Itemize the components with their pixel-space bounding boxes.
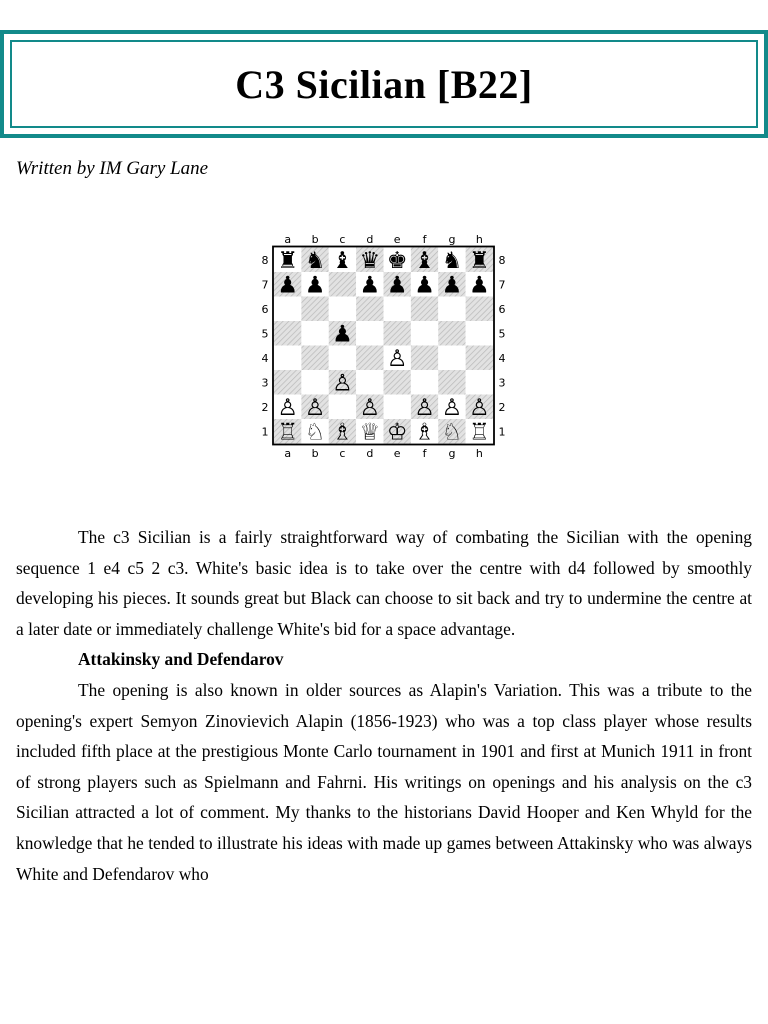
- file-label-bottom: e: [393, 447, 401, 460]
- white-pawn-icon: ♙: [441, 394, 463, 421]
- square-c4: [329, 346, 356, 371]
- square-f4: [411, 346, 438, 371]
- file-label-top: e: [393, 233, 401, 246]
- white-rook-icon: ♖: [277, 419, 298, 446]
- square-f3: [411, 370, 438, 395]
- white-pawn-icon: ♙: [359, 394, 381, 421]
- chess-diagram: [240, 228, 530, 468]
- black-knight-icon: ♞: [441, 247, 463, 274]
- square-e6: [384, 297, 411, 322]
- square-c7: [329, 272, 356, 297]
- white-bishop-icon: ♗: [414, 419, 435, 446]
- file-label-bottom: b: [311, 447, 319, 460]
- square-g6: [438, 297, 465, 322]
- file-label-bottom: h: [475, 447, 483, 460]
- file-label-bottom: g: [448, 447, 456, 460]
- white-knight-icon: ♘: [304, 419, 326, 446]
- square-f6: [411, 297, 438, 322]
- rank-label-right: 6: [498, 302, 506, 316]
- black-pawn-icon: ♟: [441, 272, 463, 299]
- black-rook-icon: ♜: [277, 247, 298, 274]
- white-king-icon: ♔: [386, 419, 408, 446]
- square-h6: [466, 297, 493, 322]
- chess-board: [240, 228, 530, 468]
- black-pawn-icon: ♟: [277, 272, 298, 299]
- file-label-top: h: [475, 233, 483, 246]
- file-label-bottom: d: [366, 447, 374, 460]
- white-queen-icon: ♕: [359, 419, 381, 446]
- title-frame: [0, 30, 768, 138]
- rank-label-left: 2: [261, 400, 269, 414]
- rank-label-right: 2: [498, 400, 506, 414]
- black-pawn-icon: ♟: [469, 272, 490, 299]
- square-h3: [466, 370, 493, 395]
- square-b3: [301, 370, 328, 395]
- square-b4: [301, 346, 328, 371]
- square-e5: [384, 321, 411, 346]
- rank-label-left: 5: [261, 327, 269, 341]
- black-pawn-icon: ♟: [386, 272, 408, 299]
- black-knight-icon: ♞: [304, 247, 326, 274]
- file-label-bottom: f: [422, 447, 427, 460]
- page-title: C3 Sicilian [B22]: [235, 61, 533, 107]
- rank-label-left: 3: [261, 376, 269, 390]
- square-f5: [411, 321, 438, 346]
- square-h5: [466, 321, 493, 346]
- white-pawn-icon: ♙: [304, 394, 326, 421]
- black-pawn-icon: ♟: [414, 272, 435, 299]
- square-d6: [356, 297, 383, 322]
- file-label-bottom: c: [339, 447, 346, 460]
- file-label-bottom: a: [284, 447, 292, 460]
- white-pawn-icon: ♙: [277, 394, 298, 421]
- square-c6: [329, 297, 356, 322]
- file-label-top: f: [422, 233, 427, 246]
- black-rook-icon: ♜: [469, 247, 490, 274]
- rank-label-left: 1: [261, 425, 269, 439]
- file-label-top: d: [366, 233, 374, 246]
- article-body: [16, 522, 752, 889]
- rank-label-right: 5: [498, 327, 506, 341]
- square-g5: [438, 321, 465, 346]
- black-king-icon: ♚: [386, 247, 408, 274]
- file-label-top: b: [311, 233, 319, 246]
- rank-label-right: 7: [498, 278, 506, 292]
- square-a3: [274, 370, 301, 395]
- square-e3: [384, 370, 411, 395]
- square-a6: [274, 297, 301, 322]
- rank-label-right: 4: [498, 351, 506, 365]
- white-bishop-icon: ♗: [332, 419, 353, 446]
- black-bishop-icon: ♝: [414, 247, 435, 274]
- square-d4: [356, 346, 383, 371]
- black-pawn-icon: ♟: [304, 272, 326, 299]
- white-rook-icon: ♖: [469, 419, 490, 446]
- square-a5: [274, 321, 301, 346]
- paragraph-history: The opening is also known in older sources as Alapin's Variation. This was a tribute to the opening's expert Semyon Zinovievich Alapin (1856-1923) who was a top class player whose results included fifth place at the prestigious Monte Carlo tournament in 1901 and first at Munich 1911 in front of strong players such as Spielmann and Fahrni. His writings on openings and his analysis on the c3 Sicilian attracted a lot of comment. My thanks to the historians David Hooper and Ken Whyld for the knowledge that he tended to illustrate his ideas with made up games between Attakinsky who was always White and Defendarov who: [16, 679, 752, 884]
- paragraph-intro: The c3 Sicilian is a fairly straightforward way of combating the Sicilian with the opening sequence 1 e4 c5 2 c3. White's basic idea is to take over the centre with d4 followed by smoothly developing his pieces. It sounds great but Black can choose to sit back and try to undermine the centre at a later date or immediately challenge White's bid for a space advantage.: [16, 527, 752, 639]
- square-b5: [301, 321, 328, 346]
- square-g4: [438, 346, 465, 371]
- author-byline: Written by IM Gary Lane: [16, 158, 209, 179]
- square-g3: [438, 370, 465, 395]
- rank-label-left: 4: [261, 351, 269, 365]
- file-label-top: a: [284, 233, 292, 246]
- rank-label-left: 6: [261, 302, 269, 316]
- square-a4: [274, 346, 301, 371]
- black-queen-icon: ♛: [359, 247, 381, 274]
- black-pawn-icon: ♟: [332, 321, 353, 348]
- white-knight-icon: ♘: [441, 419, 463, 446]
- square-h4: [466, 346, 493, 371]
- white-pawn-icon: ♙: [469, 394, 490, 421]
- section-heading: Attakinsky and Defendarov: [78, 649, 284, 670]
- file-label-top: c: [339, 233, 346, 246]
- white-pawn-icon: ♙: [332, 370, 353, 397]
- rank-label-right: 1: [498, 425, 506, 439]
- black-pawn-icon: ♟: [359, 272, 381, 299]
- white-pawn-icon: ♙: [414, 394, 435, 421]
- rank-label-left: 7: [261, 278, 269, 292]
- white-pawn-icon: ♙: [386, 345, 408, 372]
- square-b6: [301, 297, 328, 322]
- rank-label-right: 8: [498, 253, 506, 267]
- title-frame-inner: [10, 40, 758, 128]
- rank-label-right: 3: [498, 376, 506, 390]
- square-d3: [356, 370, 383, 395]
- black-bishop-icon: ♝: [332, 247, 353, 274]
- square-d5: [356, 321, 383, 346]
- square-c2: [329, 395, 356, 420]
- rank-label-left: 8: [261, 253, 269, 267]
- file-label-top: g: [448, 233, 456, 246]
- square-e2: [384, 395, 411, 420]
